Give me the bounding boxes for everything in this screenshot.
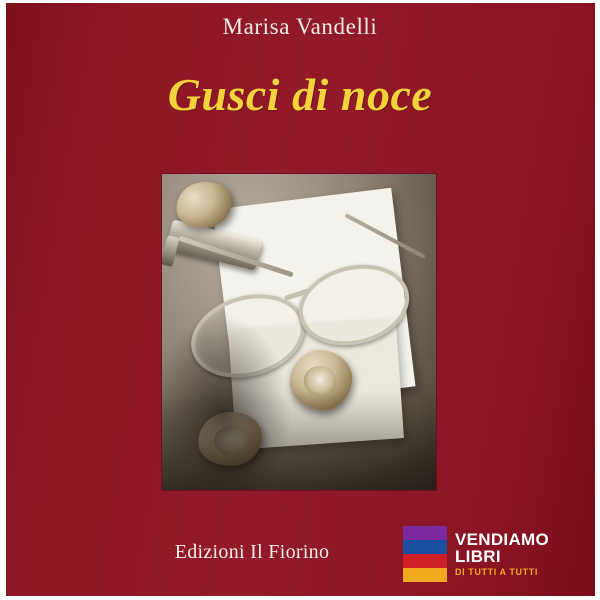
watermark-line-1: VENDIAMO xyxy=(455,529,550,549)
watermark-bar-red xyxy=(403,554,447,568)
watermark-bar-yellow xyxy=(403,568,447,582)
watermark-color-bars xyxy=(403,526,447,582)
watermark-bar-blue xyxy=(403,540,447,554)
author-name: Marisa Vandelli xyxy=(222,14,378,39)
cover-edge-bottom xyxy=(0,596,600,600)
watermark-text-block xyxy=(447,526,588,582)
vendiamo-libri-watermark xyxy=(403,526,588,582)
watermark-bar-purple xyxy=(403,526,447,540)
cover-photograph xyxy=(162,174,436,490)
book-title: Gusci di noce xyxy=(167,69,433,120)
watermark-line-2: LIBRI xyxy=(455,546,501,566)
publisher-name: Edizioni Il Fiorino xyxy=(174,541,330,563)
cover-edge-top xyxy=(0,0,600,3)
watermark-line-3: DI TUTTI A TUTTI xyxy=(455,567,538,578)
photo-shadow-bottom xyxy=(162,390,436,490)
